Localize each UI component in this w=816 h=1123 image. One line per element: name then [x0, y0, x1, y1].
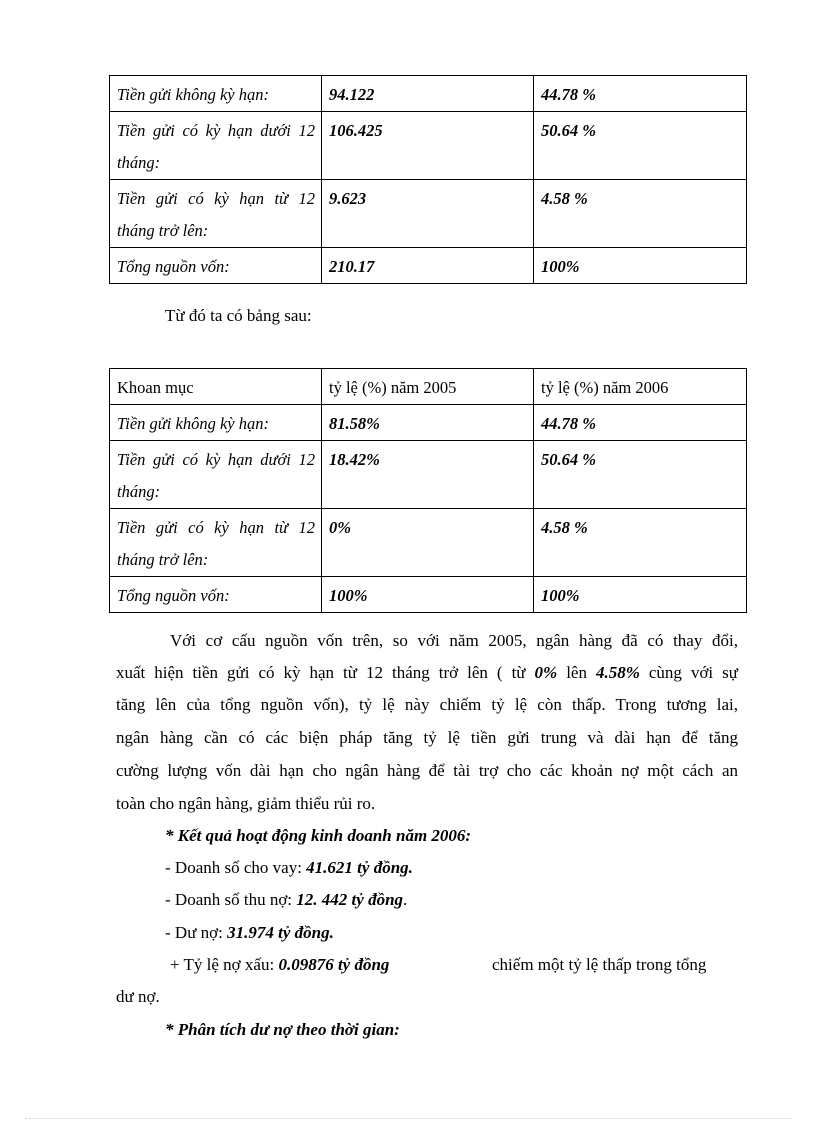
amount-cell: 210.17: [322, 248, 534, 284]
ratio-comparison-table: [109, 368, 747, 613]
amount-cell: 106.425: [322, 112, 534, 180]
row-label: Tổng nguồn vốn:: [110, 248, 322, 284]
ratio-2006-cell: 44.78 %: [534, 405, 747, 441]
bad-debt-line: + Tỷ lệ nợ xấu: 0.09876 tỷ đồng: [170, 955, 390, 974]
ratio-2005-cell: 81.58%: [322, 405, 534, 441]
ratio-2006-cell: 100%: [534, 577, 747, 613]
outstanding-debt-line: - Dư nợ: 31.974 tỷ đồng.: [165, 923, 334, 942]
loan-sales-line: - Doanh số cho vay: 41.621 tỷ đồng.: [165, 858, 413, 877]
inline-figure: 4.58%: [595, 663, 640, 682]
outstanding-debt-value: 31.974 tỷ đồng.: [227, 923, 334, 942]
header-cell: Khoan mục: [110, 369, 322, 405]
row-label: Tổng nguồn vốn:: [110, 577, 322, 613]
debt-collection-value: 12. 442 tỷ đồng: [296, 890, 404, 909]
paragraph-line: toàn cho ngân hàng, giảm thiểu rủi ro.: [116, 794, 376, 813]
percent-cell: 50.64 %: [534, 112, 747, 180]
loan-sales-value: 41.621 tỷ đồng.: [306, 858, 413, 877]
ratio-2005-cell: 100%: [322, 577, 534, 613]
paragraph-line: cường lượng vốn dài hạn cho ngân hàng để tài trợ cho các khoản nợ một cách an: [116, 761, 738, 780]
debt-collection-line: - Doanh số thu nợ: 12. 442 tỷ đồng.: [165, 890, 408, 909]
table-row: [110, 76, 747, 112]
table-row: [110, 248, 747, 284]
table-header-row: [110, 369, 747, 405]
header-cell: tỷ lệ (%) năm 2006: [534, 369, 747, 405]
bad-debt-comment: chiếm một tỷ lệ thấp trong tổng: [492, 955, 707, 974]
row-label: Tiền gửi có kỳ hạn dưới 12 tháng:: [110, 441, 322, 509]
percent-cell: 100%: [534, 248, 747, 284]
paragraph-line: Với cơ cấu nguồn vốn trên, so với năm 2005, ngân hàng đã có thay đổi,: [170, 631, 738, 650]
inline-figure: 0%: [534, 663, 558, 682]
page-bottom-divider: [25, 1118, 791, 1119]
bad-debt-value: 0.09876 tỷ đồng: [278, 955, 390, 974]
row-label: Tiền gửi có kỳ hạn từ 12 tháng trở lên:: [110, 180, 322, 248]
table-row: [110, 577, 747, 613]
row-label: Tiền gửi không kỳ hạn:: [110, 76, 322, 112]
row-label: Tiền gửi có kỳ hạn dưới 12 tháng:: [110, 112, 322, 180]
row-label: Tiền gửi có kỳ hạn từ 12 tháng trở lên:: [110, 509, 322, 577]
table-row: [110, 112, 747, 180]
ratio-2005-cell: 0%: [322, 509, 534, 577]
percent-cell: 44.78 %: [534, 76, 747, 112]
ratio-2006-cell: 50.64 %: [534, 441, 747, 509]
ratio-2006-cell: 4.58 %: [534, 509, 747, 577]
header-cell: tỷ lệ (%) năm 2005: [322, 369, 534, 405]
amount-cell: 9.623: [322, 180, 534, 248]
table-row: [110, 405, 747, 441]
percent-cell: 4.58 %: [534, 180, 747, 248]
results-heading: * Kết quả hoạt động kinh doanh năm 2006:: [165, 826, 472, 845]
table-row: [110, 441, 747, 509]
amount-cell: 94.122: [322, 76, 534, 112]
row-label: Tiền gửi không kỳ hạn:: [110, 405, 322, 441]
paragraph-line: xuất hiện tiền gửi có kỳ hạn từ 12 tháng trở lên ( từ 0% lên 4.58% cùng với sự: [116, 663, 738, 682]
table-row: [110, 180, 747, 248]
paragraph-line: ngân hàng cần có các biện pháp tăng tỷ lệ tiền gửi trung và dài hạn để tăng: [116, 728, 738, 747]
ratio-2005-cell: 18.42%: [322, 441, 534, 509]
intro-text: Từ đó ta có bảng sau:: [165, 306, 312, 325]
paragraph-line: tăng lên của tổng nguồn vốn), tỷ lệ này chiếm tỷ lệ còn thấp. Trong tương lai,: [116, 695, 738, 714]
analysis-heading: * Phân tích dư nợ theo thời gian:: [165, 1020, 400, 1039]
bad-debt-comment-end: dư nợ.: [116, 987, 160, 1006]
table-row: [110, 509, 747, 577]
deposit-structure-table: [109, 75, 747, 284]
